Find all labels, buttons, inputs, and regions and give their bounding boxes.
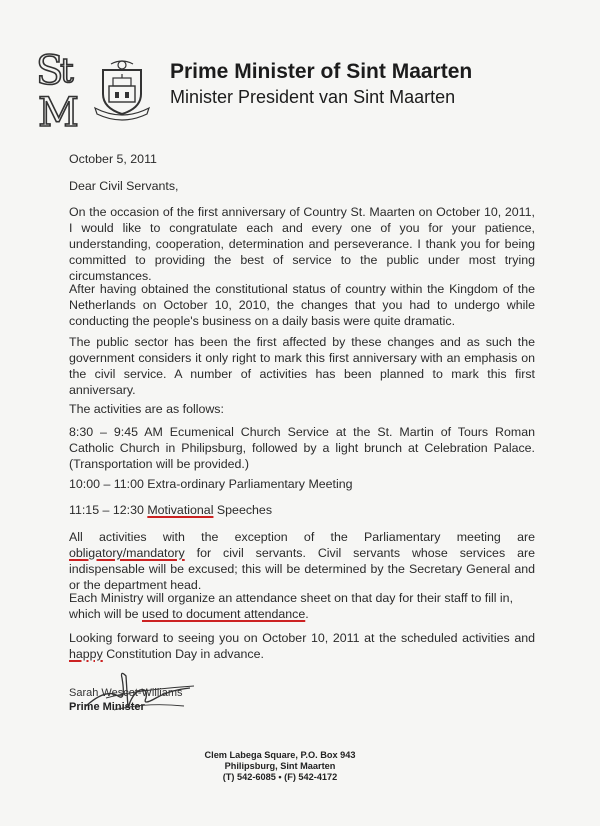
letterhead-subtitle: Minister President van Sint Maarten [170, 87, 456, 107]
activity-item-church: 8:30 – 9:45 AM Ecumenical Church Service at the St. Martin of Tours Roman Catholic Church in Philipsburg, followed by a light brunch at Celebration Palace. (Transportation will be provided.) [69, 425, 535, 471]
activities-intro: The activities are as follows: [69, 402, 224, 416]
footer-address-line2: Philipsburg, Sint Maarten [224, 761, 336, 771]
p4-rest: for civil servants. Civil servants whose services are indispensable will be excused; this will be determined by the Secretary General and or the department head. [69, 546, 535, 592]
footer-address-line1: Clem Labega Square, P.O. Box 943 [204, 750, 356, 760]
p6-start: Looking forward to seeing you on October 10, 2011 at the scheduled activities and [69, 631, 535, 645]
paragraph-3: The public sector has been the first affected by these changes and as such the government considers it only right to mark this first anniversary with an emphasis on the civil service. A number of activities has been planned to mark this first anniversary. [69, 335, 535, 397]
svg-text:t: t [60, 51, 74, 91]
activity-time: 11:15 – 12:30 [69, 503, 144, 517]
p5-end: . [305, 607, 309, 621]
paragraph-2: After having obtained the constitutional status of country within the Kingdom of the Netherlands on October 10, 2010, the changes that you had to undergo while conducting the people's business on a daily basis were quite dramatic. [69, 282, 535, 328]
paragraph-1: On the occasion of the first anniversary of Country St. Maarten on October 10, 2011, I would like to congratulate each and every one of you for your patience, understanding, cooperation, determination and perseverance. I thank you for being committed to providing the best of service to the public under most trying circumstances. [69, 205, 535, 283]
paragraph-6 [69, 630, 535, 662]
underlined-obligatory: obligatory/mandatory [69, 546, 185, 560]
p4-start: All activities with the exception of the Parliamentary meeting are [69, 530, 535, 544]
p5-start: Each Ministry will organize an attendance sheet on that day for their staff to fill in, which will be [69, 591, 514, 621]
activity-item-speeches [69, 502, 535, 518]
coat-of-arms-icon [89, 56, 155, 122]
svg-text:S: S [36, 48, 64, 94]
letter-salutation: Dear Civil Servants, [69, 179, 179, 193]
underlined-motivational: Motivational [147, 503, 214, 517]
svg-text:M: M [38, 90, 79, 130]
handwritten-signature [66, 668, 206, 718]
activity-label: Speeches [216, 503, 273, 517]
signatory-name: Sarah Wescot-Williams [69, 687, 183, 699]
paragraph-4 [69, 529, 535, 593]
underlined-happy: happy [69, 647, 103, 661]
letterhead-title: Prime Minister of Sint Maarten [170, 60, 473, 83]
stm-monogram-logo [34, 44, 86, 130]
activity-item-parliament: 10:00 – 11:00 Extra-ordinary Parliamentary Meeting [69, 477, 353, 491]
signatory-title: Prime Minister [69, 701, 145, 713]
p6-rest: Constitution Day in advance. [102, 647, 264, 661]
underlined-document-attendance: used to document attendance [142, 607, 306, 621]
paragraph-5 [69, 590, 535, 622]
footer-phone-fax: (T) 542-6085 • (F) 542-4172 [222, 772, 338, 782]
letter-date: October 5, 2011 [69, 152, 157, 166]
